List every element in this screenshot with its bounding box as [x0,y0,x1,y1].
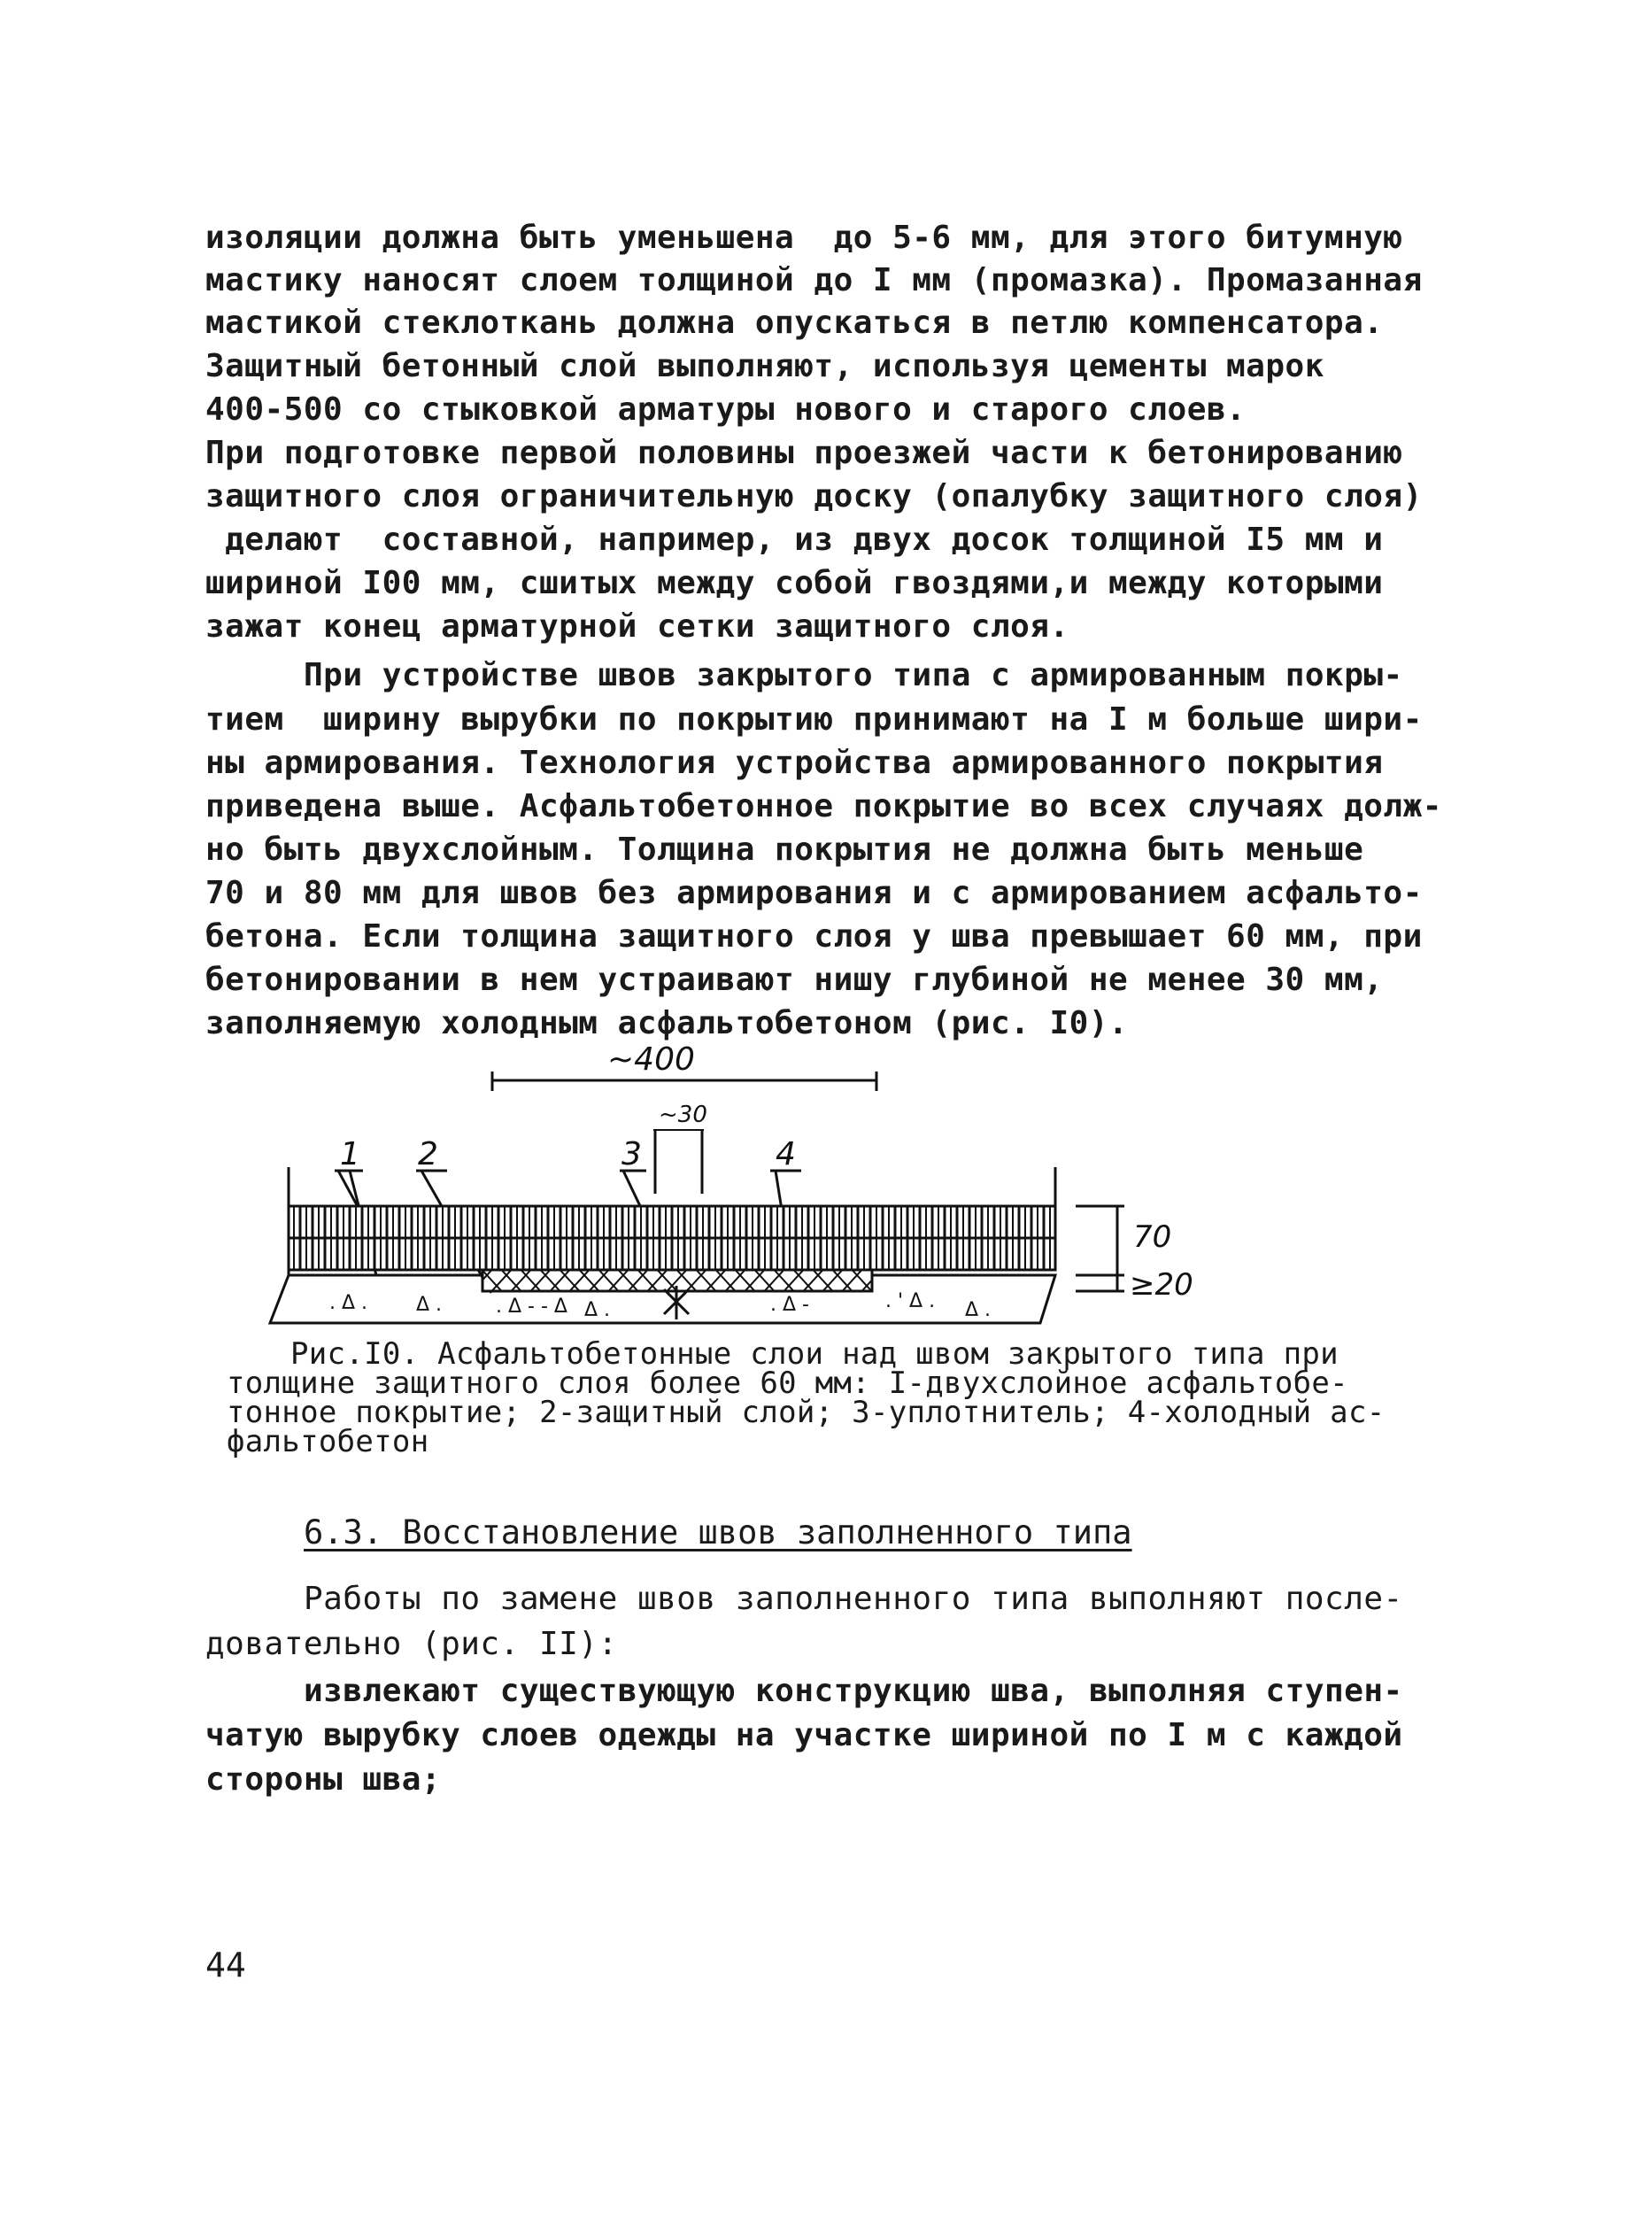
dimension-total [492,1041,876,1091]
text-line: ны армирования. Технология устройства армированного покрытия [205,745,1384,781]
svg-text:. Δ -: . Δ - [770,1294,809,1316]
svg-text:Δ .: Δ . [584,1299,611,1321]
text-line: стороны шва; [205,1761,442,1798]
text-line: шириной I00 мм, сшитых между собой гвоздями,и между которыми [205,565,1384,601]
callout-1: 1 [340,1136,360,1172]
svg-text:Δ .: Δ . [416,1294,443,1316]
asphalt-layer-top [289,1206,1055,1238]
text-line: защитного слоя ограничительную доску (опалубку защитного слоя) [205,478,1423,515]
dim-total-label: ~400 [607,1041,695,1078]
callout-4: 4 [776,1136,796,1172]
page-number: 44 [205,1946,246,1985]
text-line: бетона. Если толщина защитного слоя у шва превышает 60 мм, при [205,918,1423,955]
dim-layers-label: 70 [1133,1219,1172,1255]
caption-line: Рис.I0. Асфальтобетонные слои над швом закрытого типа при [290,1336,1339,1372]
text-line: зажат конец арматурной сетки защитного слоя. [205,608,1069,645]
text-line: но быть двухслойным. Толщина покрытия не должна быть меньше [205,832,1364,868]
caption-line: толщине защитного слоя более 60 мм: I-двухслойное асфальтобе- [227,1366,1348,1401]
asphalt-layer-bottom [289,1238,1055,1270]
dim-niche-label: ~30 [659,1102,707,1128]
caption-line: фальтобетон [227,1424,429,1459]
dimension-right [1076,1206,1124,1291]
text-line: бетонировании в нем устраивают нишу глубиной не менее 30 мм, [205,962,1384,998]
text-line: Работы по замене швов заполненного типа выполняют после- [304,1581,1403,1617]
text-line: тием ширину вырубки по покрытию принимают на I м больше шири- [205,701,1423,738]
text-line: 70 и 80 мм для швов без армирования и с армированием асфальто- [205,875,1423,911]
text-line: При подготовке первой половины проезжей части к бетонированию [205,435,1403,471]
callout-2: 2 [418,1136,438,1172]
text-line: При устройстве швов закрытого типа с армированным покры- [304,657,1403,693]
text-line: Защитный бетонный слой выполняют, используя цементы марок [205,348,1324,384]
text-line: мастику наносят слоем толщиной до I мм (промазка). Промазанная [205,262,1423,298]
svg-text:. ' Δ .: . ' Δ . [885,1290,936,1312]
section-heading: 6.3. Восстановление швов заполненного типа [304,1513,1132,1551]
text-line: чатую вырубку слоев одежды на участке шириной по I м с каждой [205,1717,1403,1753]
text-line: заполняемую холодным асфальтобетоном (рис. I0). [205,1005,1129,1041]
svg-text:. Δ - - Δ: . Δ - - Δ [496,1296,567,1318]
text-line: мастикой стеклоткань должна опускаться в петлю компенсатора. [205,305,1384,341]
dimension-niche [653,1102,707,1194]
dim-protect-label: ≥20 [1130,1267,1193,1303]
svg-text:. Δ .: . Δ . [329,1292,368,1314]
text-line: извлекают существующую конструкцию шва, выполняя ступен- [304,1673,1403,1709]
text-line: довательно (рис. II): [205,1626,618,1662]
text-line: приведена выше. Асфальтобетонное покрытие во всех случаях долж- [205,788,1442,824]
caption-line: тонное покрытие; 2-защитный слой; 3-уплотнитель; 4-холодный ас- [227,1395,1386,1430]
text-line: 400-500 со стыковкой арматуры нового и старого слоев. [205,391,1247,428]
svg-text:Δ .: Δ . [965,1299,992,1321]
text-line: изоляции должна быть уменьшена до 5-6 мм, для этого битумную [205,220,1403,256]
callout-3: 3 [621,1136,642,1172]
text-line: делают составной, например, из двух досок толщиной I5 мм и [205,522,1384,558]
